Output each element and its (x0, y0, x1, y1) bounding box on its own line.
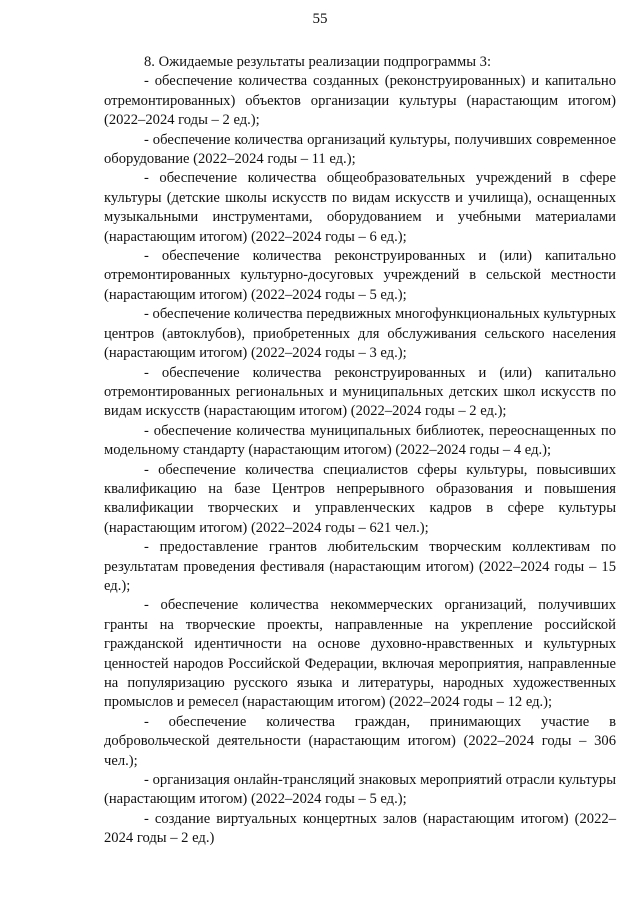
page-number: 55 (312, 11, 328, 27)
list-item: - обеспечение количества граждан, принимающих участие в добровольческой деятельности (нарастающим итогом) (2022–2024 годы – 306 чел.); (104, 713, 616, 769)
list-item: - организация онлайн-трансляций знаковых мероприятий отрасли культуры (нарастающим итогом) (2022–2024 годы – 5 ед.); (104, 772, 616, 808)
list-item: - обеспечение количества муниципальных библиотек, переоснащенных по модельному стандарту (нарастающим итогом) (2022–2024 годы – 4 ед.); (104, 422, 616, 459)
list-item: - обеспечение количества специалистов сферы культуры, повысивших квалификацию на базе Центров непрерывного образования и повышения квалификации творческих и управленческих кадров в сфере культуры (нарастающим итогом) (2022–2024 годы – 621 чел.); (104, 461, 616, 536)
list-item: - обеспечение количества созданных (реконструированных) и капитально отремонтированных) объектов организации культуры (нарастающим итогом) (2022–2024 годы – 2 ед.); (104, 73, 616, 129)
section-heading: 8. Ожидаемые результаты реализации подпрограммы 3: (144, 54, 492, 70)
list-item: - обеспечение количества некоммерческих организаций, получивших гранты на творческие проекты, направленные на укрепление российской гражданской идентичности на основе духовно-нравственных и культурных ценностей народов Российской Федерации, включая мероприятия, направленные на популяризацию русского языка и литературы, народных художественных промыслов и ремесел (нарастающим итогом) (2022–2024 годы – 12 ед.); (104, 597, 616, 711)
list-item: - обеспечение количества реконструированных и (или) капитально отремонтированных региональных и муниципальных детских школ искусств по видам искусств (нарастающим итогом) (2022–2024 годы – 2 ед.); (104, 364, 616, 420)
list-item: - обеспечение количества реконструированных и (или) капитально отремонтированных культурно-досуговых учреждений в сельской местности (нарастающим итогом) (2022–2024 годы – 5 ед.); (104, 248, 616, 303)
list-item: - обеспечение количества организаций культуры, получивших современное оборудование (2022–2024 годы – 11 ед.); (104, 131, 616, 168)
list-item: - обеспечение количества передвижных многофункциональных культурных центров (автоклубов), приобретенных для обслуживания сельского населения (нарастающим итогом) (2022–2024 годы – 3 ед.); (104, 306, 616, 362)
list-item: - обеспечение количества общеобразовательных учреждений в сфере культуры (детские школы искусств по видам искусств и училища), оснащенных музыкальными инструментами, оборудованием и учебными материалами (нарастающим итогом) (2022–2024 годы – 6 ед.); (104, 170, 616, 245)
document-body (104, 53, 616, 849)
list-item: - создание виртуальных концертных залов (нарастающим итогом) (2022–2024 годы – 2 ед.) (104, 810, 616, 847)
list-item: - предоставление грантов любительским творческим коллективам по результатам проведения фестиваля (нарастающим итогом) (2022–2024 годы – 15 ед.); (104, 539, 616, 594)
